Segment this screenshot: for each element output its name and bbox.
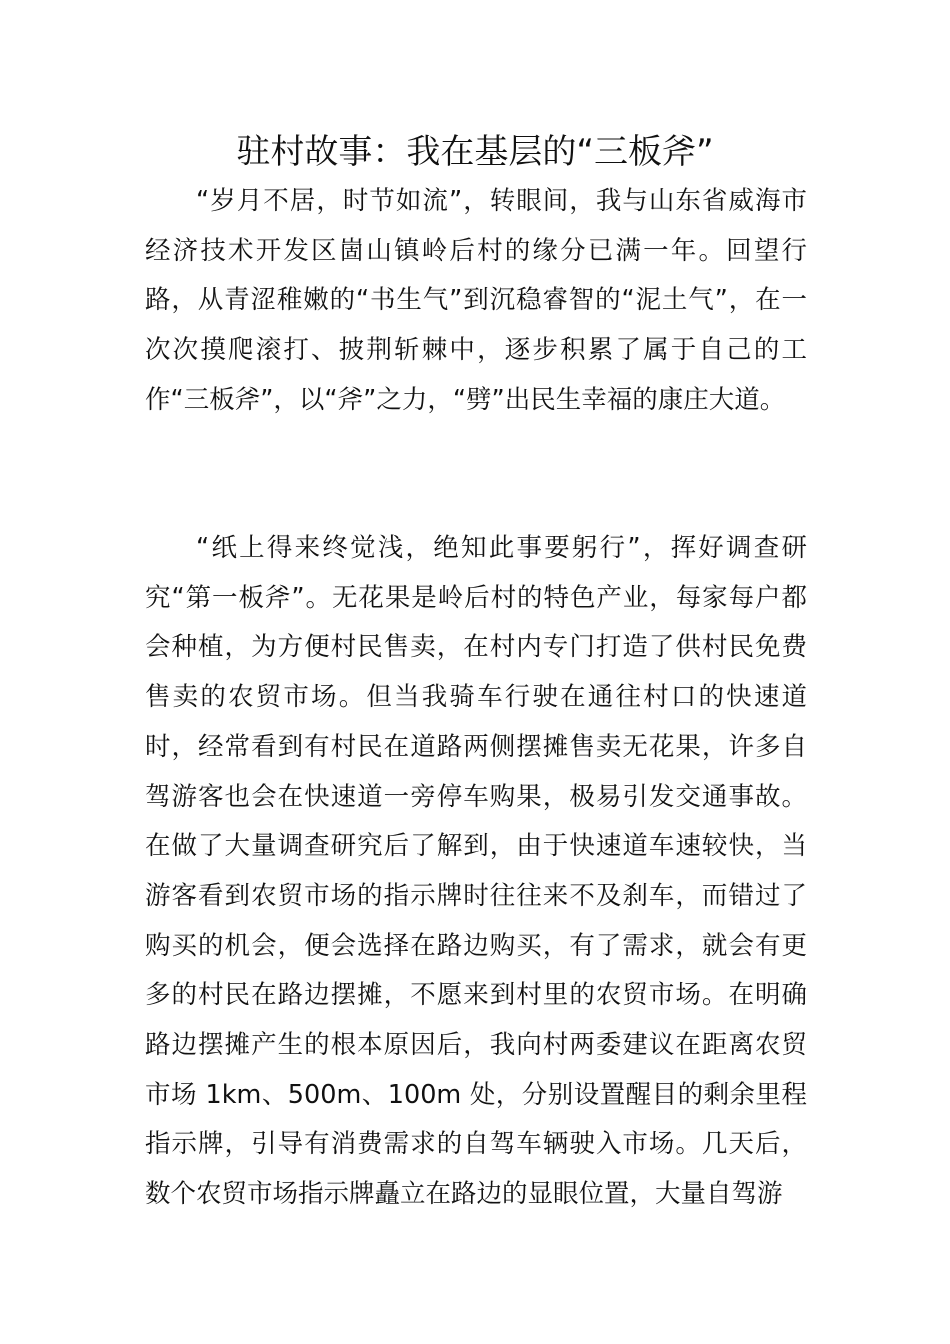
paragraph-first-axe: “纸上得来终觉浅，绝知此事要躬行”，挥好调查研究“第一板斧”。无花果是岭后村的特色产业，每家每户都会种植，为方便村民售卖，在村内专门打造了供村民免费售卖的农贸市场。但当我骑车行驶在通往村口的快速道时，经常看到有村民在道路两侧摆摊售卖无花果，许多自驾游客也会在快速道一旁停车购果，极易引发交通事故。在做了大量调查研究后了解到，由于快速道车速较快，当游客看到农贸市场的指示牌时往往来不及刹车，而错过了购买的机会，便会选择在路边购买，有了需求，就会有更多的村民在路边摆摊，不愿来到村里的农贸市场。在明确路边摆摊产生的根本原因后，我向村两委建议在距离农贸市场 1km、500m、100m 处，分别设置醒目的剩余里程指示牌，引导有消费需求的自驾车辆驶入市场。几天后，数个农贸市场指示牌矗立在路边的显眼位置，大量自驾游 xyxy=(145,533,807,1210)
page-title: 驻村故事：我在基层的“三板斧” xyxy=(236,132,714,172)
paragraph-intro: “岁月不居，时节如流”，转眼间，我与山东省威海市经济技术开发区崮山镇岭后村的缘分已满一年。回望行路，从青涩稚嫩的“书生气”到沉稳睿智的“泥土气”，在一次次摸爬滚打、披荆斩棘中，逐步积累了属于自己的工作“三板斧”，以“斧”之力，“劈”出民生幸福的康庄大道。 xyxy=(145,186,807,415)
